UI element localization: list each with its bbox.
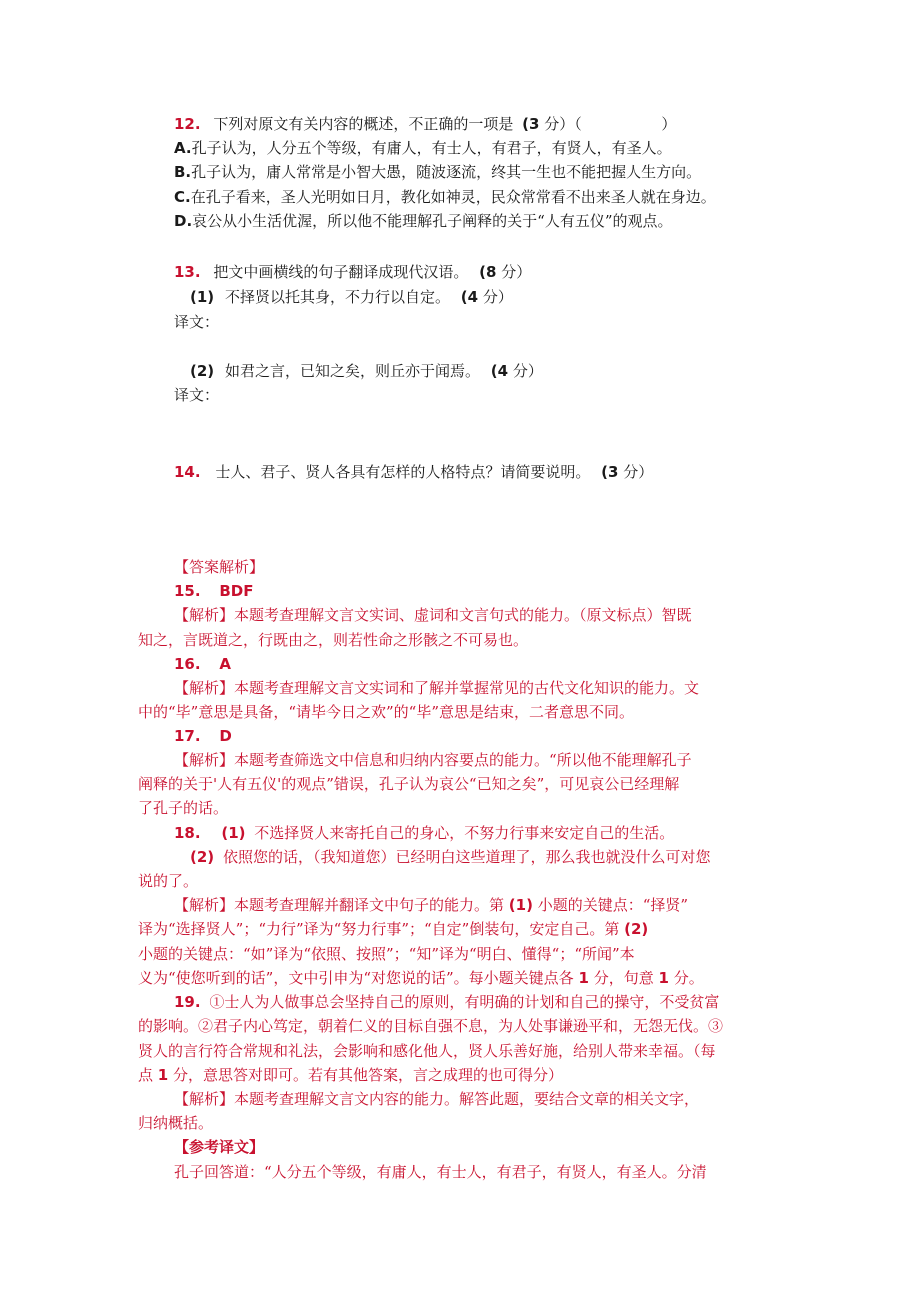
answer-15 xyxy=(174,580,254,602)
explanation-line xyxy=(138,967,704,989)
option-text: 孔子认为，人分五个等级，有庸人，有士人，有君子，有贤人，有圣人。 xyxy=(191,139,672,157)
explanation-line: 了孔子的话。 xyxy=(138,799,229,817)
sub-text: 不择贤以托其身，不力行以自定。 xyxy=(224,288,450,306)
question-number: 12. xyxy=(174,115,201,133)
option-d xyxy=(174,210,673,232)
question-stem: 士人、君子、贤人各具有怎样的人格特点？请简要说明。 xyxy=(215,463,591,481)
explanation-line: 归纳概括。 xyxy=(138,1114,214,1132)
answer-number: 17. xyxy=(174,727,201,745)
question-13-sub2 xyxy=(190,360,543,382)
question-score-unit: 分） xyxy=(623,463,654,481)
answer-18 xyxy=(174,822,674,844)
answer-19 xyxy=(174,991,719,1013)
answers-header: 【答案解析】 xyxy=(174,558,265,576)
sub-number: (2) xyxy=(190,848,215,866)
explanation-line: 【解析】本题考查理解文言文实词和了解并掌握常见的古代文化知识的能力。文 xyxy=(174,679,700,697)
question-score: (3 xyxy=(522,115,540,133)
sub-score: (4 xyxy=(460,288,479,306)
question-score: (3 xyxy=(601,463,619,481)
answer-16 xyxy=(174,653,231,675)
answer-value: A xyxy=(219,655,231,673)
explanation-line: 阐释的关于'人有五仪'的观点”错误，孔子认为哀公“已知之矣”，可见哀公已经理解 xyxy=(138,775,680,793)
sub-number: (1) xyxy=(221,824,246,842)
option-text: 在孔子看来，圣人光明如日月，教化如神灵，民众常常看不出来圣人就在身边。 xyxy=(190,188,716,206)
explanation-text: 义为“使您听到的话”，文中引申为“对您说的话”。每小题关键点各 xyxy=(138,969,574,987)
answer-text: 点 xyxy=(138,1066,154,1084)
answer-label: 译文： xyxy=(174,386,220,404)
explanation-line xyxy=(174,894,688,916)
answer-value: D xyxy=(219,727,232,745)
question-score-unit: 分） xyxy=(501,263,532,281)
answer-text: 贤人的言行符合常规和礼法，会影响和感化他人，贤人乐善好施，给别人带来幸福。（每 xyxy=(138,1042,716,1060)
point-count: 1 xyxy=(658,969,669,987)
answer-number: 15. xyxy=(174,582,201,600)
question-score-unit: 分）（ xyxy=(544,115,582,133)
answer-label: 译文： xyxy=(174,313,220,331)
sub-number: (1) xyxy=(190,288,215,306)
question-stem: 下列对原文有关内容的概述，不正确的一项是 xyxy=(213,115,514,133)
explanation-text: 【解析】本题考查理解并翻译文中句子的能力。第 xyxy=(174,896,505,914)
option-letter: C. xyxy=(174,188,191,206)
explanation-line: 【解析】本题考查筛选文中信息和归纳内容要点的能力。“所以他不能理解孔子 xyxy=(174,751,692,769)
sub-number: (2) xyxy=(624,920,649,938)
sub-score-unit: 分） xyxy=(512,362,543,380)
sub-number: (1) xyxy=(508,896,533,914)
answer-text: 分，意思答对即可。若有其他答案，言之成理的也可得分） xyxy=(173,1066,564,1084)
option-text: 孔子认为，庸人常常是小智大愚，随波逐流，终其一生也不能把握人生方向。 xyxy=(191,163,702,181)
question-number: 13. xyxy=(174,263,201,281)
explanation-line: 小题的关键点：“如”译为“依照、按照”；“知”译为“明白、懂得“；“所闻”本 xyxy=(138,945,635,963)
explanation-text: 分。 xyxy=(673,969,704,987)
explanation-line: 中的“毕”意思是具备，“请毕今日之欢”的“毕”意思是结束，二者意思不同。 xyxy=(138,703,635,721)
explanation-line: 知之，言既道之，行既由之，则若性命之形骸之不可易也。 xyxy=(138,631,529,649)
answer-17 xyxy=(174,725,232,747)
answer-text-line xyxy=(138,1064,563,1086)
option-a xyxy=(174,137,672,159)
answer-value: BDF xyxy=(219,582,254,600)
question-stem: 把文中画横线的句子翻译成现代汉语。 xyxy=(213,263,469,281)
answer-number: 16. xyxy=(174,655,201,673)
sub-number: (2) xyxy=(190,362,215,380)
answer-text: 不选择贤人来寄托自己的身心，不努力行事来安定自己的生活。 xyxy=(254,824,675,842)
answer-text: 依照您的话，（我知道您）已经明白这些道理了，那么我也就没什么可对您 xyxy=(222,848,711,866)
option-letter: B. xyxy=(174,163,192,181)
answer-text: ①士人为人做事总会坚持自己的原则，有明确的计划和自己的操守，不受贫富 xyxy=(209,993,720,1011)
question-13-sub1 xyxy=(190,286,513,308)
reference-translation-header: 【参考译文】 xyxy=(174,1138,265,1156)
answer-text: 说的了。 xyxy=(138,872,199,890)
explanation-text: 小题的关键点：“择贤” xyxy=(537,896,689,914)
explanation-text: 分，句意 xyxy=(593,969,654,987)
point-count: 1 xyxy=(578,969,589,987)
question-14 xyxy=(174,461,653,483)
question-13 xyxy=(174,261,531,283)
sub-score: (4 xyxy=(490,362,509,380)
explanation-line: 【解析】本题考查理解文言文实词、虚词和文言句式的能力。（原文标点）智既 xyxy=(174,606,692,624)
answer-18-sub2 xyxy=(190,846,710,868)
option-letter: D. xyxy=(174,212,193,230)
blank-close: ） xyxy=(661,115,677,133)
option-letter: A. xyxy=(174,139,192,157)
explanation-line: 【解析】本题考查理解文言文内容的能力。解答此题，要结合文章的相关文字， xyxy=(174,1090,700,1108)
option-text: 哀公从小生活优渥，所以他不能理解孔子阐释的关于“人有五仪”的观点。 xyxy=(192,212,673,230)
reference-translation-line: 孔子回答道：“人分五个等级，有庸人，有士人，有君子，有贤人，有圣人。分清 xyxy=(174,1163,707,1181)
explanation-line xyxy=(138,918,648,940)
option-b xyxy=(174,161,701,183)
answer-number: 19. xyxy=(174,993,201,1011)
question-number: 14. xyxy=(174,463,201,481)
answer-text: 的影响。②君子内心笃定，朝着仁义的目标自强不息，为人处事谦逊平和，无怨无伐。③ xyxy=(138,1017,724,1035)
question-12 xyxy=(174,113,676,135)
explanation-text: 译为“选择贤人”；“力行”译为“努力行事”；“自定”倒装句，安定自己。第 xyxy=(138,920,620,938)
point-count: 1 xyxy=(157,1066,169,1084)
answer-number: 18. xyxy=(174,824,201,842)
option-c xyxy=(174,186,716,208)
sub-score-unit: 分） xyxy=(482,288,513,306)
sub-text: 如君之言，已知之矣，则丘亦于闻焉。 xyxy=(224,362,480,380)
question-score: (8 xyxy=(479,263,497,281)
